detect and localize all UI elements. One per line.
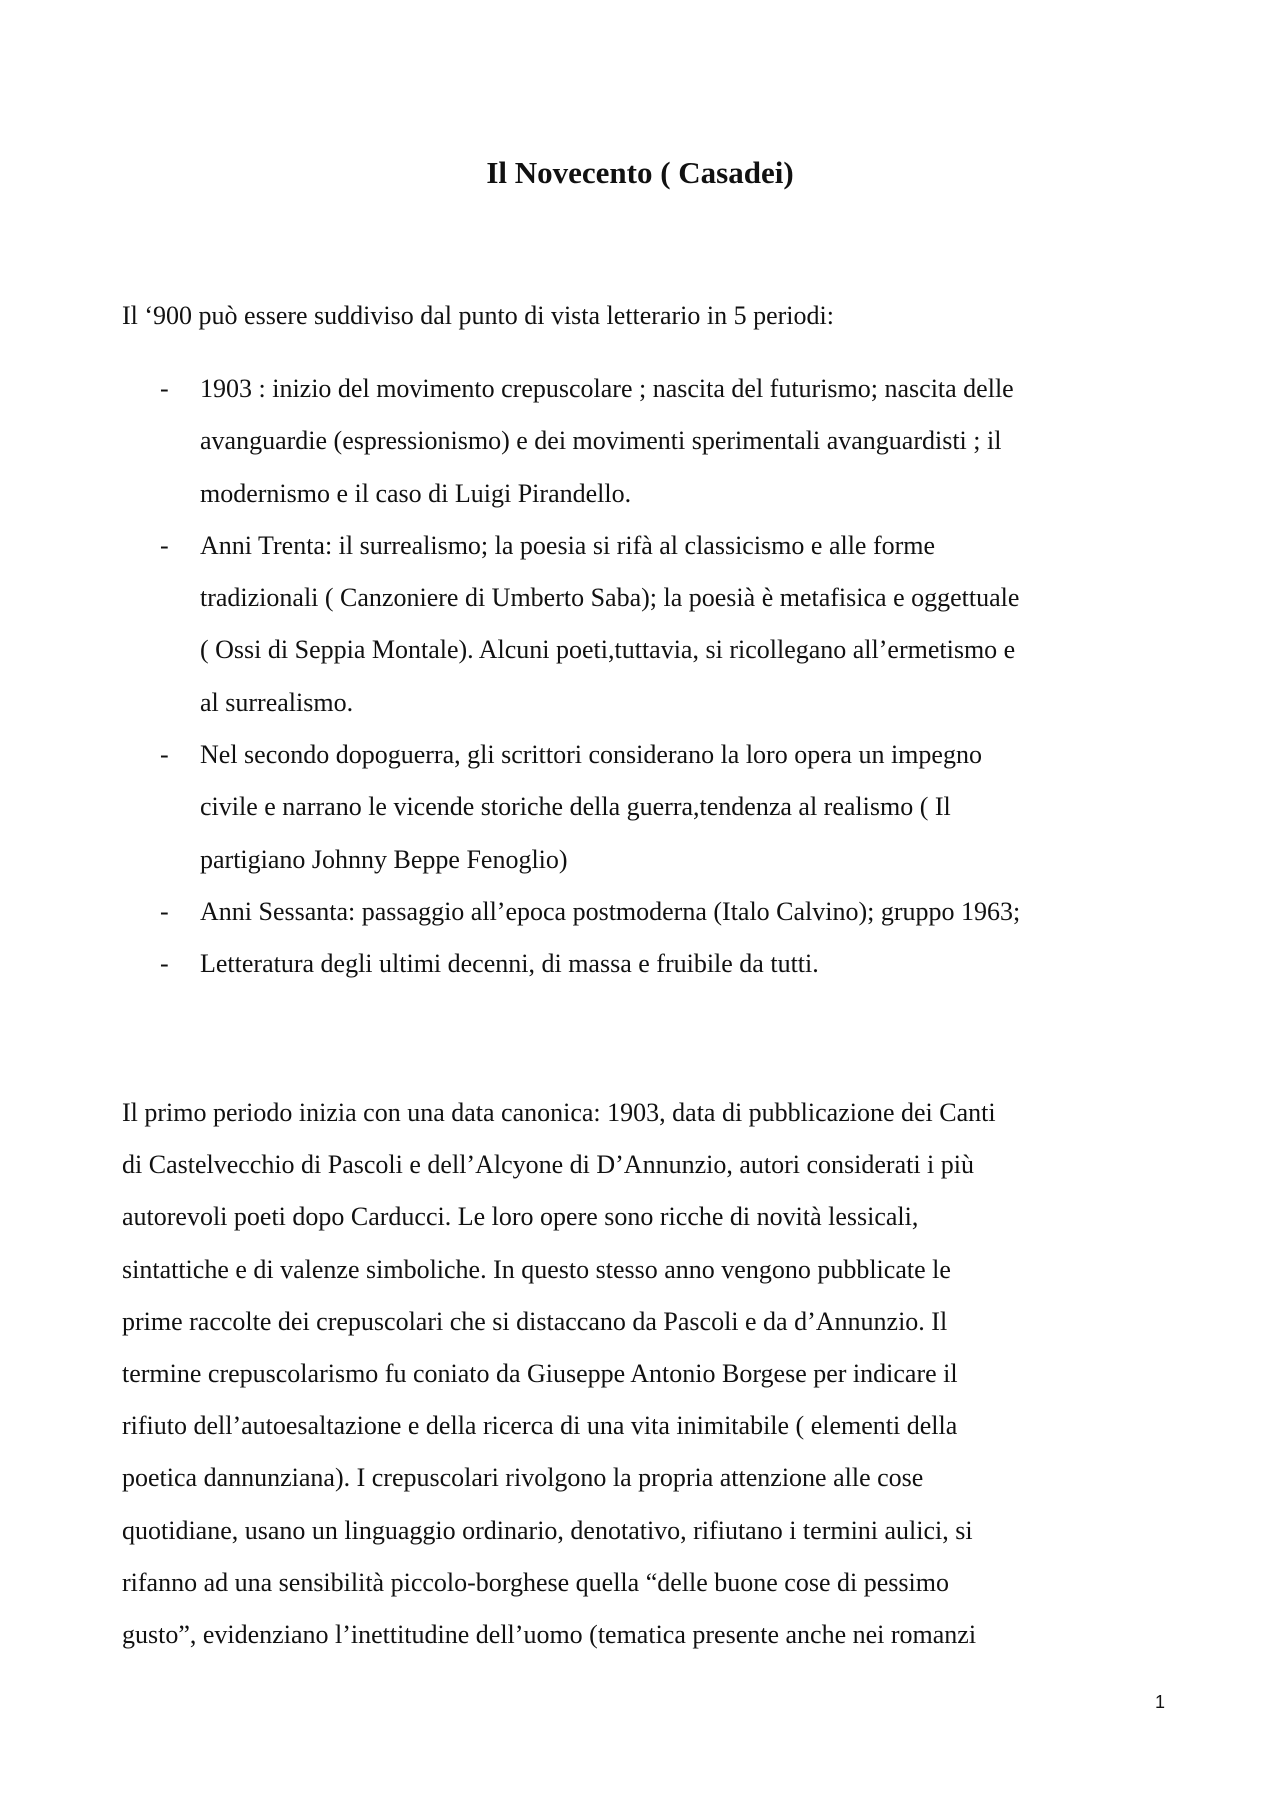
paragraph-line: Il primo periodo inizia con una data canonica: 1903, data di pubblicazione dei Canti — [122, 1098, 996, 1127]
paragraph-line: termine crepuscolarismo fu coniato da Giuseppe Antonio Borgese per indicare il — [122, 1359, 958, 1389]
page-number: 1 — [1154, 1692, 1165, 1712]
list-item-line: tradizionali ( Canzoniere di Umberto Saba); la poesià è metafisica e oggettuale — [200, 583, 1020, 613]
paragraph-line: gusto”, evidenziano l’inettitudine dell’uomo (tematica presente anche nei romanzi — [122, 1620, 977, 1650]
list-item-line: modernismo e il caso di Luigi Pirandello. — [200, 478, 632, 508]
paragraph-line: autorevoli poeti dopo Carducci. Le loro opere sono ricche di novità lessicali, — [122, 1202, 919, 1232]
list-item-line: Nel secondo dopoguerra, gli scrittori considerano la loro opera un impegno — [200, 740, 982, 770]
list-item-line: avanguardie (espressionismo) e dei movimenti sperimentali avanguardisti ; il — [200, 426, 1002, 456]
paragraph-line: sintattiche e di valenze simboliche. In questo stesso anno vengono pubblicate le — [122, 1254, 951, 1284]
list-item — [160, 938, 1170, 990]
paragraph-line: rifiuto dell’autoesaltazione e della ricerca di una vita inimitabile ( elementi della — [122, 1411, 958, 1441]
list-item — [160, 363, 1170, 520]
paragraph-line: poetica dannunziana). I crepuscolari rivolgono la propria attenzione alle cose — [122, 1463, 924, 1493]
list-item-line: ( Ossi di Seppia Montale). Alcuni poeti,tuttavia, si ricollegano all’ermetismo e — [200, 635, 1016, 665]
list-bullet: - — [160, 530, 169, 560]
list-item — [160, 520, 1170, 729]
page-title: Il Novecento ( Casadei) — [486, 155, 794, 190]
intro-sentence: Il ‘900 può essere suddiviso dal punto di vista letterario in 5 periodi: — [122, 301, 834, 330]
list-item-line: 1903 : inizio del movimento crepuscolare ; nascita del futurismo; nascita delle — [200, 374, 1014, 403]
list-bullet: - — [160, 374, 169, 403]
list-item-line: al surrealismo. — [200, 687, 354, 717]
list-item-line: civile e narrano le vicende storiche della guerra,tendenza al realismo ( Il — [200, 792, 951, 822]
list-bullet: - — [160, 949, 169, 979]
periods-list — [160, 363, 1170, 991]
paragraph-line: prime raccolte dei crepuscolari che si distaccano da Pascoli e da d’Annunzio. Il — [122, 1306, 948, 1336]
paragraph-line: rifanno ad una sensibilità piccolo-borghese quella “delle buone cose di pessimo — [122, 1567, 949, 1597]
list-item-line: partigiano Johnny Beppe Fenoglio) — [200, 844, 568, 874]
list-item — [160, 729, 1170, 886]
list-item-line: Anni Trenta: il surrealismo; la poesia si rifà al classicismo e alle forme — [200, 530, 936, 560]
list-bullet: - — [160, 896, 169, 926]
paragraph-line: di Castelvecchio di Pascoli e dell’Alcyone di D’Annunzio, autori considerati i più — [122, 1150, 975, 1180]
list-item — [160, 886, 1170, 938]
body-paragraph — [122, 1087, 1162, 1661]
paragraph-line: quotidiane, usano un linguaggio ordinario, denotativo, rifiutano i termini aulici, si — [122, 1515, 973, 1545]
list-bullet: - — [160, 740, 169, 770]
list-item-line: Anni Sessanta: passaggio all’epoca postmoderna (Italo Calvino); gruppo 1963; — [200, 896, 1021, 926]
list-item-line: Letteratura degli ultimi decenni, di massa e fruibile da tutti. — [200, 949, 819, 979]
